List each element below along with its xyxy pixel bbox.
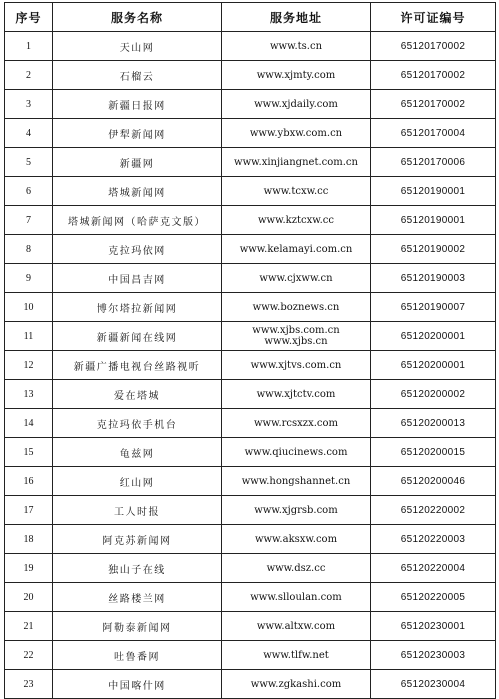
table-row (5, 641, 496, 670)
row-service-name: 新疆新闻在线网 (53, 322, 222, 351)
row-index: 4 (5, 119, 53, 148)
row-service-name: 独山子在线 (53, 554, 222, 583)
service-url: www.qiucinews.com (244, 446, 348, 458)
table-row (5, 351, 496, 380)
service-url: www.xinjiangnet.com.cn (234, 156, 358, 168)
row-service-address (222, 554, 371, 583)
row-service-address (222, 583, 371, 612)
row-index: 20 (5, 583, 53, 612)
row-index: 10 (5, 293, 53, 322)
row-service-address (222, 467, 371, 496)
table-row (5, 467, 496, 496)
row-license-number: 65120170002 (371, 32, 496, 61)
row-index: 22 (5, 641, 53, 670)
row-service-address (222, 293, 371, 322)
row-service-address (222, 670, 371, 699)
service-registry-table (4, 2, 496, 699)
row-license-number: 65120220005 (371, 583, 496, 612)
row-service-address (222, 90, 371, 119)
service-url: www.ybxw.com.cn (249, 127, 343, 139)
row-license-number: 65120170002 (371, 61, 496, 90)
table-row (5, 235, 496, 264)
row-license-number: 65120200002 (371, 380, 496, 409)
header-index: 序号 (5, 3, 53, 32)
row-license-number: 65120190002 (371, 235, 496, 264)
service-url: www.rcsxzx.com (253, 417, 338, 429)
table-row (5, 554, 496, 583)
row-index: 23 (5, 670, 53, 699)
table-row (5, 119, 496, 148)
row-service-address (222, 438, 371, 467)
row-service-address (222, 380, 371, 409)
service-url: www.xjbs.cn (264, 336, 328, 347)
table-row (5, 206, 496, 235)
service-url: www.xjmty.com (256, 69, 336, 81)
row-index: 19 (5, 554, 53, 583)
service-url: www.xjtvs.com.cn (250, 359, 342, 371)
row-license-number: 65120230003 (371, 641, 496, 670)
row-service-address (222, 351, 371, 380)
service-url: www.hongshannet.cn (241, 475, 351, 487)
row-index: 1 (5, 32, 53, 61)
row-license-number: 65120230004 (371, 670, 496, 699)
table-row (5, 496, 496, 525)
row-service-name: 克拉玛依网 (53, 235, 222, 264)
table-row (5, 409, 496, 438)
row-index: 7 (5, 206, 53, 235)
row-index: 3 (5, 90, 53, 119)
table-row (5, 670, 496, 699)
table-row (5, 525, 496, 554)
header-service-address: 服务地址 (222, 3, 371, 32)
row-license-number: 65120220004 (371, 554, 496, 583)
row-service-name: 中国喀什网 (53, 670, 222, 699)
row-index: 9 (5, 264, 53, 293)
table-row (5, 148, 496, 177)
row-license-number: 65120200001 (371, 351, 496, 380)
row-license-number: 65120190001 (371, 177, 496, 206)
service-url: www.ts.cn (269, 40, 323, 52)
row-service-address (222, 61, 371, 90)
service-url: www.tcxw.cc (263, 185, 329, 197)
row-service-address (222, 119, 371, 148)
row-service-name: 新疆广播电视台丝路视听 (53, 351, 222, 380)
row-license-number: 65120190007 (371, 293, 496, 322)
table-body (5, 32, 496, 699)
row-license-number: 65120220003 (371, 525, 496, 554)
row-index: 2 (5, 61, 53, 90)
row-license-number: 65120200046 (371, 467, 496, 496)
row-service-address (222, 641, 371, 670)
row-service-name: 天山网 (53, 32, 222, 61)
table-row (5, 322, 496, 351)
row-index: 11 (5, 322, 53, 351)
row-service-address (222, 322, 371, 351)
row-license-number: 65120220002 (371, 496, 496, 525)
service-url: www.aksxw.com (254, 533, 338, 545)
service-url: www.slloulan.com (250, 591, 342, 603)
row-service-name: 阿克苏新闻网 (53, 525, 222, 554)
row-license-number: 65120170002 (371, 90, 496, 119)
row-service-name: 博尔塔拉新闻网 (53, 293, 222, 322)
row-service-name: 龟兹网 (53, 438, 222, 467)
service-url: www.boznews.cn (252, 301, 340, 313)
row-service-name: 新疆日报网 (53, 90, 222, 119)
service-url: www.tlfw.net (263, 649, 329, 661)
table-row (5, 90, 496, 119)
row-service-name: 红山网 (53, 467, 222, 496)
row-index: 12 (5, 351, 53, 380)
row-index: 17 (5, 496, 53, 525)
table-header (5, 3, 496, 32)
row-index: 18 (5, 525, 53, 554)
header-row (5, 3, 496, 32)
row-service-name: 克拉玛依手机台 (53, 409, 222, 438)
row-service-name: 工人时报 (53, 496, 222, 525)
row-service-name: 爱在塔城 (53, 380, 222, 409)
table-row (5, 32, 496, 61)
row-service-name: 丝路楼兰网 (53, 583, 222, 612)
row-service-name: 塔城新闻网（哈萨克文版） (53, 206, 222, 235)
row-service-address (222, 409, 371, 438)
service-url: www.cjxww.cn (259, 272, 333, 284)
table-row (5, 264, 496, 293)
service-url: www.xjbs.com.cn (252, 325, 340, 336)
table-row (5, 177, 496, 206)
row-service-address (222, 264, 371, 293)
row-service-address (222, 148, 371, 177)
table-row (5, 583, 496, 612)
row-service-name: 新疆网 (53, 148, 222, 177)
table-row (5, 293, 496, 322)
row-index: 13 (5, 380, 53, 409)
row-service-address (222, 496, 371, 525)
row-index: 21 (5, 612, 53, 641)
row-license-number: 65120190003 (371, 264, 496, 293)
row-license-number: 65120200001 (371, 322, 496, 351)
row-service-name: 中国昌吉网 (53, 264, 222, 293)
row-service-address (222, 206, 371, 235)
service-url: www.kztcxw.cc (257, 214, 334, 226)
row-license-number: 65120170004 (371, 119, 496, 148)
row-service-name: 阿勒泰新闻网 (53, 612, 222, 641)
table-row (5, 438, 496, 467)
header-service-name: 服务名称 (53, 3, 222, 32)
row-service-address (222, 525, 371, 554)
service-url: www.xjgrsb.com (254, 504, 338, 516)
row-license-number: 65120200013 (371, 409, 496, 438)
table-row (5, 612, 496, 641)
service-url: www.kelamayi.com.cn (239, 243, 353, 255)
service-url: www.zgkashi.com (250, 678, 342, 690)
service-url: www.dsz.cc (266, 562, 326, 574)
row-license-number: 65120170006 (371, 148, 496, 177)
row-license-number: 65120190001 (371, 206, 496, 235)
header-license-number: 许可证编号 (371, 3, 496, 32)
service-url: www.altxw.com (256, 620, 336, 632)
table-row (5, 380, 496, 409)
service-url: www.xjtctv.com (256, 388, 336, 400)
row-service-name: 塔城新闻网 (53, 177, 222, 206)
row-index: 6 (5, 177, 53, 206)
row-service-address (222, 32, 371, 61)
service-url: www.xjdaily.com (254, 98, 338, 110)
row-index: 14 (5, 409, 53, 438)
row-license-number: 65120230001 (371, 612, 496, 641)
row-license-number: 65120200015 (371, 438, 496, 467)
row-service-address (222, 177, 371, 206)
table-row (5, 61, 496, 90)
row-service-name: 吐鲁番网 (53, 641, 222, 670)
row-index: 16 (5, 467, 53, 496)
row-index: 5 (5, 148, 53, 177)
row-index: 15 (5, 438, 53, 467)
row-service-name: 伊犁新闻网 (53, 119, 222, 148)
row-service-name: 石榴云 (53, 61, 222, 90)
row-service-address (222, 612, 371, 641)
row-service-address (222, 235, 371, 264)
row-index: 8 (5, 235, 53, 264)
